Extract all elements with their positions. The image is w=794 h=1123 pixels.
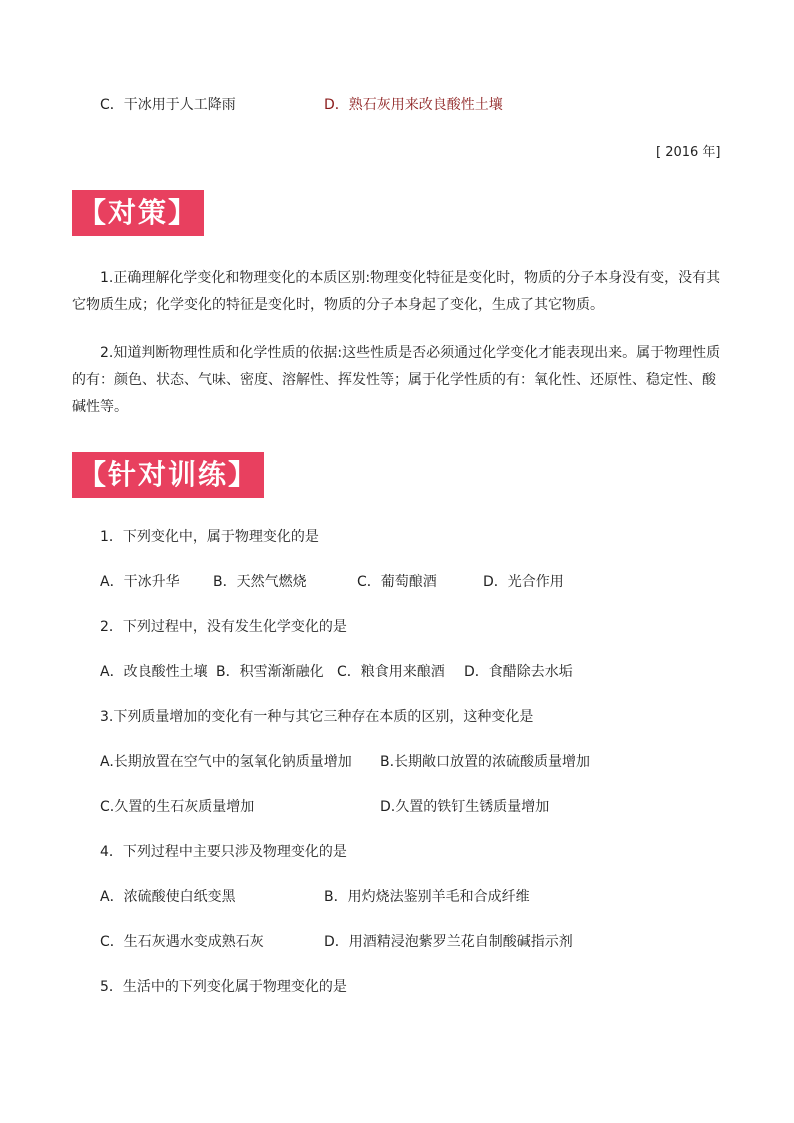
question-4-option-d: D．用酒精浸泡紫罗兰花自制酸碱指示剂: [324, 934, 573, 950]
question-3-stem: 3.下列质量增加的变化有一种与其它三种存在本质的区别，这种变化是: [100, 709, 534, 725]
option-d: D．熟石灰用来改良酸性土壤: [324, 97, 503, 113]
strategy-item-1: 1.正确理解化学变化和物理变化的本质区别:物理变化特征是变化时，物质的分子本身没有变，没有其它物质生成；化学变化的特征是变化时，物质的分子本身起了变化，生成了其它物质。: [72, 270, 721, 313]
question-1-option-b: B．天然气燃烧: [213, 574, 307, 590]
question-3-option-c: C.久置的生石灰质量增加: [100, 799, 255, 815]
question-3-option-d: D.久置的铁钉生锈质量增加: [380, 799, 550, 815]
question-4-option-a: A．浓硫酸使白纸变黑: [100, 889, 236, 905]
question-2-option-b: B．积雪渐渐融化: [216, 664, 324, 680]
question-2-option-a: A．改良酸性土壤: [100, 664, 208, 680]
question-3-option-a: A.长期放置在空气中的氢氧化钠质量增加: [100, 754, 352, 770]
strategy-item-2: 2.知道判断物理性质和化学性质的依据:这些性质是否必须通过化学变化才能表现出来。属于物理性质的有：颜色、状态、气味、密度、溶解性、挥发性等；属于化学性质的有：氧化性、还原性、稳定性、酸碱性等。: [72, 345, 721, 415]
question-4-option-b: B．用灼烧法鉴别羊毛和合成纤维: [324, 889, 530, 905]
question-1-option-d: D．光合作用: [483, 574, 564, 590]
question-1-option-c: C．葡萄酿酒: [357, 574, 437, 590]
question-2-option-d: D．食醋除去水垢: [464, 664, 573, 680]
option-c: C．干冰用于人工降雨: [100, 97, 236, 113]
question-5-stem: 5．生活中的下列变化属于物理变化的是: [100, 979, 347, 995]
question-3-option-b: B.长期敞口放置的浓硫酸质量增加: [380, 754, 591, 770]
question-4-option-c: C．生石灰遇水变成熟石灰: [100, 934, 264, 950]
section-title-strategy: 【对策】: [72, 190, 204, 236]
question-4-stem: 4．下列过程中主要只涉及物理变化的是: [100, 844, 347, 860]
question-2-option-c: C．粮食用来酿酒: [337, 664, 445, 680]
question-2-stem: 2．下列过程中，没有发生化学变化的是: [100, 619, 347, 635]
question-1-option-a: A．干冰升华: [100, 574, 180, 590]
section-title-training: 【针对训练】: [72, 452, 264, 498]
question-1-stem: 1．下列变化中，属于物理变化的是: [100, 529, 319, 545]
year-tag: [ 2016 年]: [656, 145, 721, 160]
